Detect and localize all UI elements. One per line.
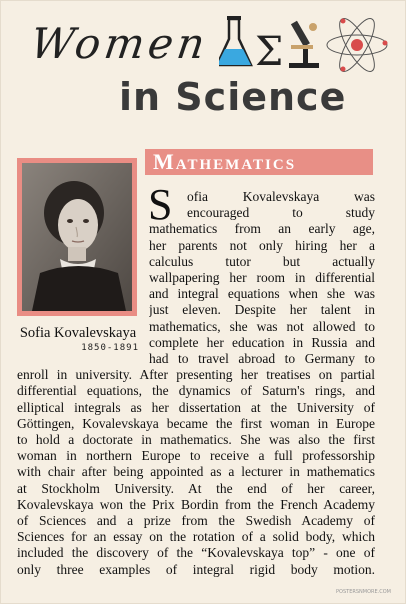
body-line: and integral equations when she was [149,286,375,302]
body-line: of Sciences and a prize from the Swedish Academy of [17,513,375,528]
sigma-icon [255,29,283,75]
body-line: to hold a doctorate in mathematics. She was also the first [17,432,375,447]
portrait-photo [22,163,132,311]
body-line: elliptical integrals as her dissertation at the University of [17,399,375,415]
title-women: Women [27,19,212,68]
dropcap: S [148,180,173,229]
title-in-science: in Science [119,75,347,119]
body-line: Sciences for an essay on the rotation of a solid body, which [17,529,375,545]
science-icons [219,13,389,77]
body-line: encouraged to study [187,205,375,221]
body-line: wallpapering her room in differential [149,270,375,285]
body-line: differential equations, the dynamics of Saturn's rings, and [17,383,375,399]
svg-text:Σ: Σ [255,29,284,75]
body-line: at Stockholm University. At the end of her career, [17,480,375,496]
body-line: Göttingen, Kovalevskaya became the first woman in Europe [17,415,375,431]
portrait-caption-years: 1850-1891 [81,343,139,353]
body-line: included the discovery of the “Kovalevskaya top” - one of [17,545,375,561]
portrait-caption-name: Sofia Kovalevskaya [19,325,137,341]
body-line: Kovalevskaya won the Prix Bordin from the French Academy [17,496,375,512]
body-line: ofia Kovalevskaya was [187,189,375,204]
section-label: Mathematics [153,149,297,174]
body-line: mathematics, she was not allowed to [149,318,375,334]
body-line: just eleven. Despite her talent in [149,302,375,318]
body-line: only three examples of integral rigid body motion. [17,561,375,577]
body-line: with chair after being appointed as a lecturer in mathematics [17,464,375,480]
body-line: woman in northern Europe to receive a full professorship [17,448,375,464]
microscope-icon [289,21,319,68]
flask-icon [219,16,251,65]
body-line: had to travel abroad to Germany to [149,351,375,366]
atom-icon [327,14,388,76]
body-line: her parents not only hiring her a [149,237,375,253]
body-line: enroll in university. After presenting her treatises on partial [17,367,375,383]
body-line: complete her education in Russia and [149,334,375,350]
footer-watermark: POSTERSNMORE.COM [336,589,391,595]
body-line: mathematics from an early age, [149,221,375,237]
body-line: calculus tutor but actually [149,253,375,269]
portrait-illustration [22,163,132,311]
